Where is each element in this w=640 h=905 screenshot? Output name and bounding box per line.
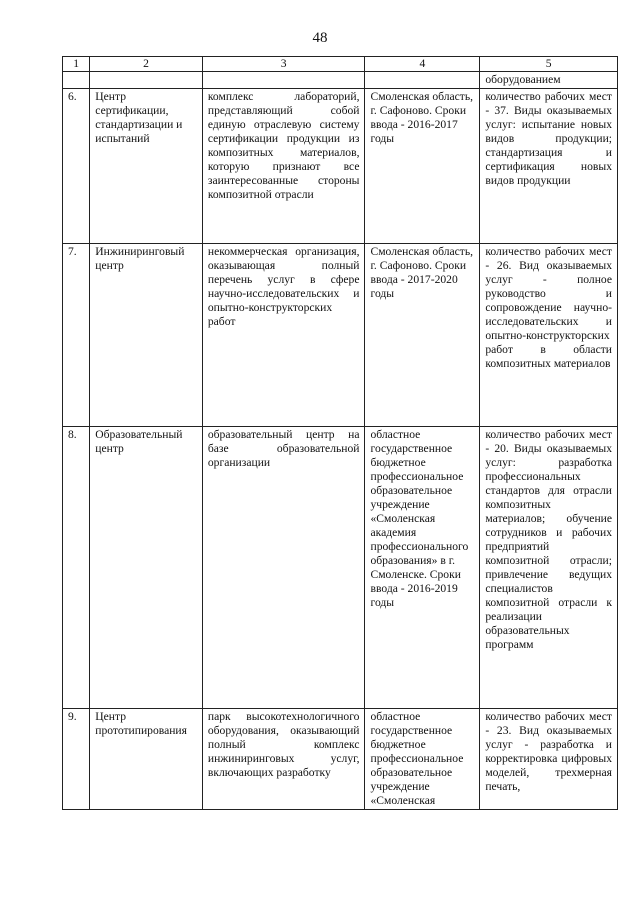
continuation-cell-5: оборудованием	[480, 72, 618, 89]
facility-description: комплекс лабораторий, представляющий собой единую отраслевую систему сертификации продукции из композитных материалов, которую признают все заинтересованные стороны композитной отрасли	[202, 89, 365, 244]
column-number-1: 1	[63, 57, 90, 72]
continuation-row	[63, 72, 618, 89]
continuation-cell-2	[90, 72, 203, 89]
facility-details: количество рабочих мест - 26. Вид оказываемых услуг - полное руководство и сопровождение научно-исследовательских и опытно-конструкторских работ в области композитных материалов	[480, 244, 618, 427]
column-number-2: 2	[90, 57, 203, 72]
column-number-5: 5	[480, 57, 618, 72]
facility-details: количество рабочих мест - 37. Виды оказываемых услуг: испытание новых видов продукции; стандартизация и сертификация новых видов продукции	[480, 89, 618, 244]
page-number: 48	[312, 30, 328, 46]
continuation-cell-4	[365, 72, 480, 89]
table-row	[63, 427, 618, 709]
facility-location: областное государственное бюджетное профессиональное образовательное учреждение «Смоленская	[365, 709, 480, 810]
table-row	[63, 244, 618, 427]
row-number: 7.	[63, 244, 90, 427]
continuation-cell-3	[202, 72, 365, 89]
facility-location: областное государственное бюджетное профессиональное образовательное учреждение «Смоленская академия профессионального образования» в г. Смоленске. Сроки ввода - 2016-2019 годы	[365, 427, 480, 709]
continuation-cell-1	[63, 72, 90, 89]
table-row	[63, 709, 618, 810]
facility-description: парк высокотехнологичного оборудования, оказывающий полный комплекс инжиниринговых услуг, включающих разработку	[202, 709, 365, 810]
column-number-4: 4	[365, 57, 480, 72]
column-number-3: 3	[202, 57, 365, 72]
table-header-row	[63, 57, 618, 72]
facility-description: образовательный центр на базе образовательной организации	[202, 427, 365, 709]
facility-name: Инжиниринговый центр	[90, 244, 203, 427]
facility-details: количество рабочих мест - 23. Вид оказываемых услуг - разработка и корректировка цифровых моделей, трехмерная печать,	[480, 709, 618, 810]
row-number: 6.	[63, 89, 90, 244]
facility-details: количество рабочих мест - 20. Виды оказываемых услуг: разработка профессиональных стандартов для отрасли композитных материалов; обучение сотрудников и рабочих предприятий композитной отрасли; привлечение ведущих специалистов композитной отрасли к реализации образовательных программ	[480, 427, 618, 709]
facility-name: Центр прототипирования	[90, 709, 203, 810]
facility-location: Смоленская область, г. Сафоново. Сроки ввода - 2017-2020 годы	[365, 244, 480, 427]
facilities-table	[62, 56, 618, 810]
table-row	[63, 89, 618, 244]
facility-name: Центр сертификации, стандартизации и испытаний	[90, 89, 203, 244]
facility-name: Образовательный центр	[90, 427, 203, 709]
facility-location: Смоленская область, г. Сафоново. Сроки ввода - 2016-2017 годы	[365, 89, 480, 244]
row-number: 8.	[63, 427, 90, 709]
facility-description: некоммерческая организация, оказывающая полный перечень услуг в сфере научно-исследовательских и опытно-конструкторских работ	[202, 244, 365, 427]
row-number: 9.	[63, 709, 90, 810]
